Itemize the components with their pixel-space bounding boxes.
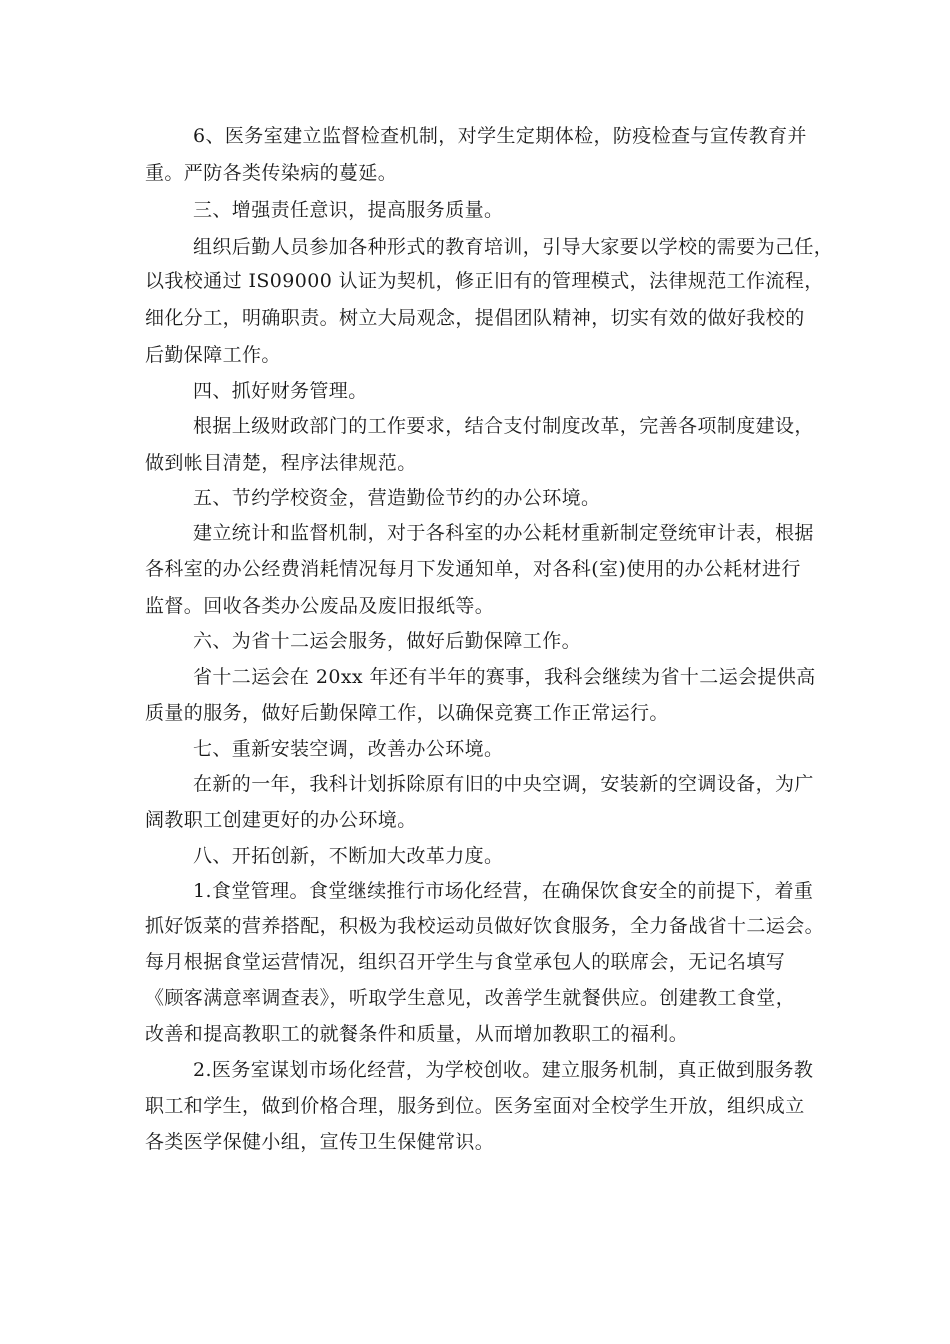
section-heading: 七、重新安装空调，改善办公环境。 (193, 738, 504, 760)
text-line: 阔教职工创建更好的办公环境。 (145, 809, 417, 831)
section-heading: 三、增强责任意识，提高服务质量。 (193, 199, 504, 221)
section-heading: 五、节约学校资金，营造勤俭节约的办公环境。 (193, 487, 601, 509)
text-line: 组织后勤人员参加各种形式的教育培训，引导大家要以学校的需要为己任， (193, 236, 834, 258)
section-heading: 四、抓好财务管理。 (193, 380, 368, 402)
text-line: 《顾客满意率调查表》，听取学生意见，改善学生就餐供应。创建教工食堂， (145, 987, 796, 1009)
text-line: 重。严防各类传染病的蔓延。 (145, 162, 398, 184)
text-line: 监督。回收各类办公废品及废旧报纸等。 (145, 595, 495, 617)
text-line: 2.医务室谋划市场化经营，为学校创收。建立服务机制，真正做到服务教 (193, 1059, 814, 1081)
text-line: 细化分工，明确职责。树立大局观念，提倡团队精神，切实有效的做好我校的 (145, 307, 805, 329)
text-line: 6、医务室建立监督检查机制，对学生定期体检，防疫检查与宣传教育并 (193, 125, 807, 147)
text-line: 各科室的办公经费消耗情况每月下发通知单，对各科(室)使用的办公耗材进行 (145, 558, 801, 580)
text-line: 以我校通过 IS09000 认证为契机，修正旧有的管理模式，法律规范工作流程， (145, 270, 824, 292)
text-line: 改善和提高教职工的就餐条件和质量，从而增加教职工的福利。 (145, 1023, 689, 1045)
text-line: 建立统计和监督机制，对于各科室的办公耗材重新制定登统审计表，根据 (193, 522, 814, 544)
text-line: 1.食堂管理。食堂继续推行市场化经营，在确保饮食安全的前提下，着重 (193, 880, 814, 902)
text-line: 后勤保障工作。 (145, 344, 281, 366)
text-line: 职工和学生，做到价格合理，服务到位。医务室面对全校学生开放，组织成立 (145, 1095, 805, 1117)
section-heading: 八、开拓创新，不断加大改革力度。 (193, 845, 504, 867)
text-line: 各类医学保健小组，宣传卫生保健常识。 (145, 1131, 495, 1153)
section-heading: 六、为省十二运会服务，做好后勤保障工作。 (193, 630, 582, 652)
text-line: 根据上级财政部门的工作要求，结合支付制度改革，完善各项制度建设， (193, 415, 814, 437)
text-line: 省十二运会在 20xx 年还有半年的赛事，我科会继续为省十二运会提供高 (193, 666, 816, 688)
text-line: 质量的服务，做好后勤保障工作，以确保竞赛工作正常运行。 (145, 702, 669, 724)
text-line: 每月根据食堂运营情况，组织召开学生与食堂承包人的联席会，无记名填写 (145, 951, 786, 973)
text-line: 抓好饭菜的营养搭配，积极为我校运动员做好饮食服务，全力备战省十二运会。 (145, 915, 825, 937)
text-line: 在新的一年，我科计划拆除原有旧的中央空调，安装新的空调设备，为广 (193, 773, 814, 795)
text-line: 做到帐目清楚，程序法律规范。 (145, 452, 417, 474)
